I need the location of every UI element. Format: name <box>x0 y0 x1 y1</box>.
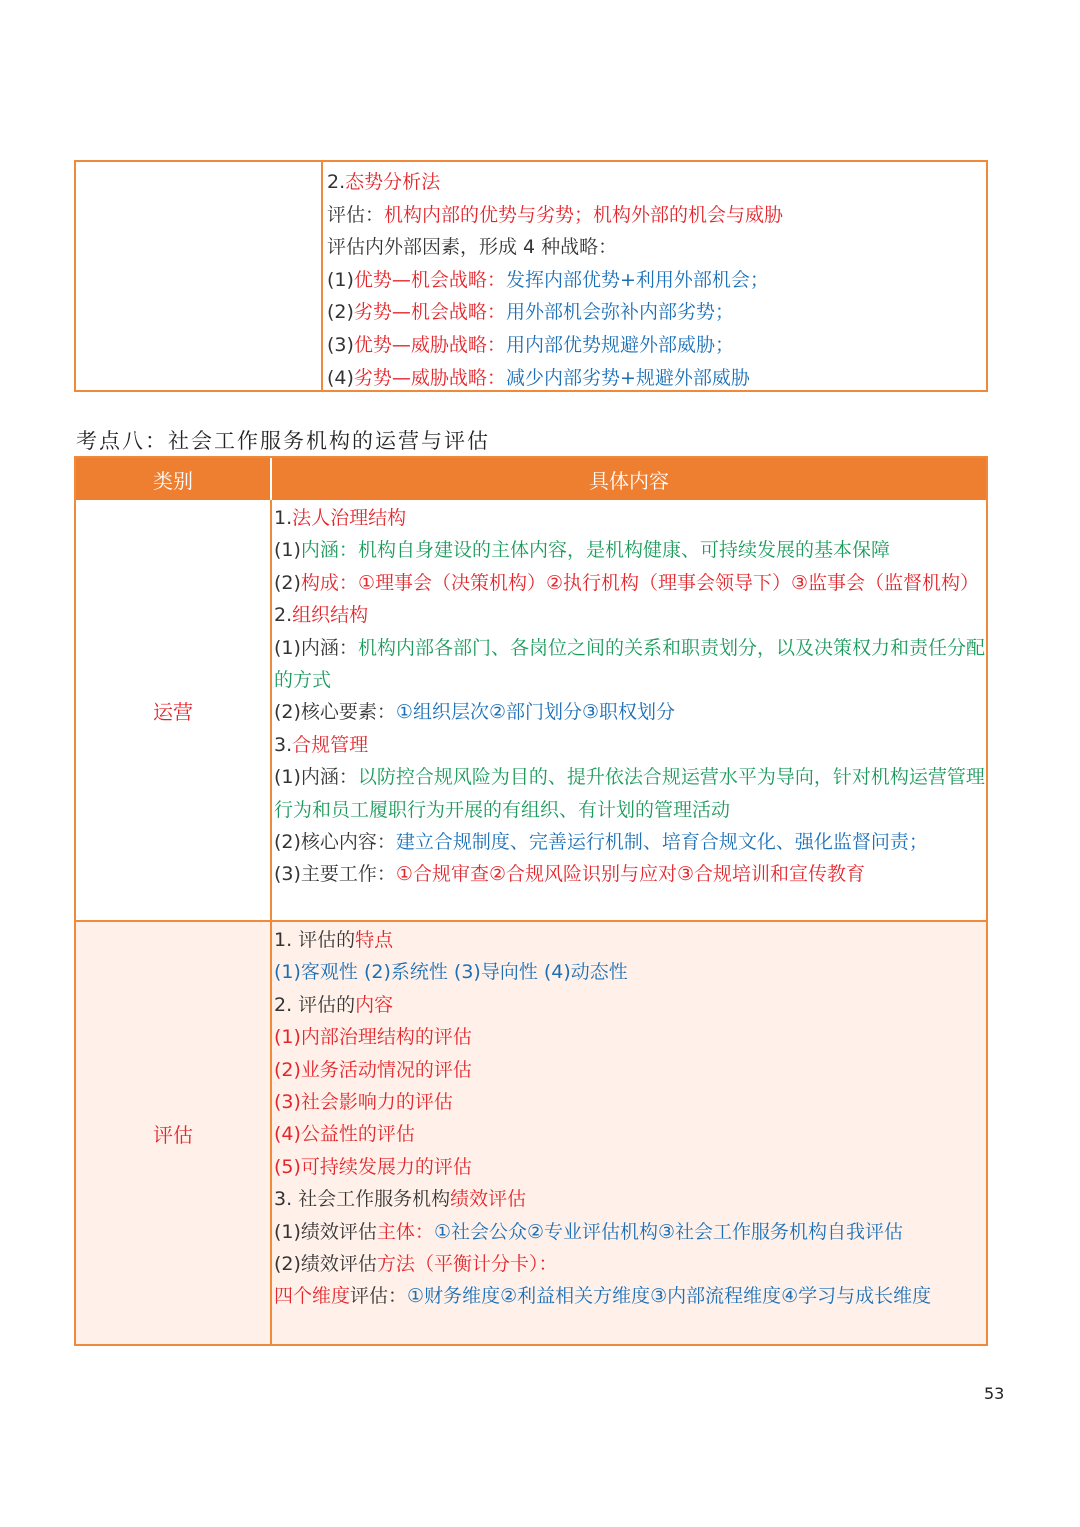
list-item: 2.组织结构 <box>274 604 369 627</box>
list-item: 1.法人治理结构 <box>274 507 407 529</box>
evaluation-content <box>272 922 986 1344</box>
swot-strategy-3: (3)优势—威胁战略：用内部优势规避外部威胁； <box>327 333 734 356</box>
operation-content <box>272 500 986 920</box>
swot-strategy-1: (1)优势—机会战略：发挥内部优势+利用外部机会； <box>327 268 769 291</box>
list-item: 四个维度评估：①财务维度②利益相关方维度③内部流程维度④学习与成长维度 <box>274 1285 932 1308</box>
strategy-table <box>74 160 988 392</box>
list-item: 1. 评估的特点 <box>274 929 394 951</box>
table-row-evaluation <box>76 922 986 1344</box>
list-item: 2. 评估的内容 <box>274 993 394 1016</box>
list-item: (2)核心要素：①组织层次②部门划分③职权划分 <box>274 701 676 724</box>
header-content: 具体内容 <box>589 468 669 493</box>
strategy-table-left-cell <box>76 162 323 390</box>
swot-strategy-2: (2)劣势—机会战略：用外部机会弥补内部劣势； <box>327 301 734 324</box>
list-item: 3.合规管理 <box>274 733 369 756</box>
list-item: (1)绩效评估主体：①社会公众②专业评估机构③社会工作服务机构自我评估 <box>274 1220 904 1243</box>
swot-evaluate-line: 评估：机构内部的优势与劣势；机构外部的机会与威胁 <box>327 203 784 226</box>
list-item: (4)公益性的评估 <box>274 1123 415 1146</box>
page-number: 53 <box>984 1384 1005 1403</box>
table-header <box>76 458 986 500</box>
list-item: (1)内涵：以防控合规风险为目的、提升依法合规运营水平为导向，针对机构运营管理行为和员工履职行为开展的有组织、有计划的管理活动 <box>274 766 985 821</box>
list-item: (2)业务活动情况的评估 <box>274 1058 472 1081</box>
swot-title-line: 2.态势分析法 <box>327 171 441 193</box>
list-item: (3)主要工作：①合规审查②合规风险识别与应对③合规培训和宣传教育 <box>274 863 866 886</box>
category-operation: 运营 <box>76 500 272 920</box>
header-category: 类别 <box>76 458 272 500</box>
category-evaluation: 评估 <box>76 922 272 1344</box>
list-item: 3. 社会工作服务机构绩效评估 <box>274 1188 527 1211</box>
section-title: 考点八：社会工作服务机构的运营与评估 <box>76 429 490 453</box>
list-item: (1)客观性 (2)系统性 (3)导向性 (4)动态性 <box>274 961 628 984</box>
list-item: (1)内涵：机构自身建设的主体内容，是机构健康、可持续发展的基本保障 <box>274 539 890 562</box>
list-item: (5)可持续发展力的评估 <box>274 1155 472 1178</box>
operation-evaluation-table <box>74 456 988 1346</box>
list-item: (2)核心内容：建立合规制度、完善运行机制、培育合规文化、强化监督问责； <box>274 831 928 854</box>
list-item: (3)社会影响力的评估 <box>274 1091 453 1114</box>
list-item: (2)构成：①理事会（决策机构）②执行机构（理事会领导下）③监事会（监督机构） <box>274 571 980 594</box>
list-item: (1)内部治理结构的评估 <box>274 1026 472 1049</box>
strategy-table-content <box>323 162 986 390</box>
list-item: (2)绩效评估方法（平衡计分卡）： <box>274 1253 558 1276</box>
table-row-operation <box>76 500 986 922</box>
list-item: (1)内涵：机构内部各部门、各岗位之间的关系和职责划分，以及决策权力和责任分配的方式 <box>274 636 985 692</box>
swot-factor-line: 评估内外部因素，形成 4 种战略： <box>327 236 618 259</box>
swot-strategy-4: (4)劣势—威胁战略：减少内部劣势+规避外部威胁 <box>327 366 750 389</box>
